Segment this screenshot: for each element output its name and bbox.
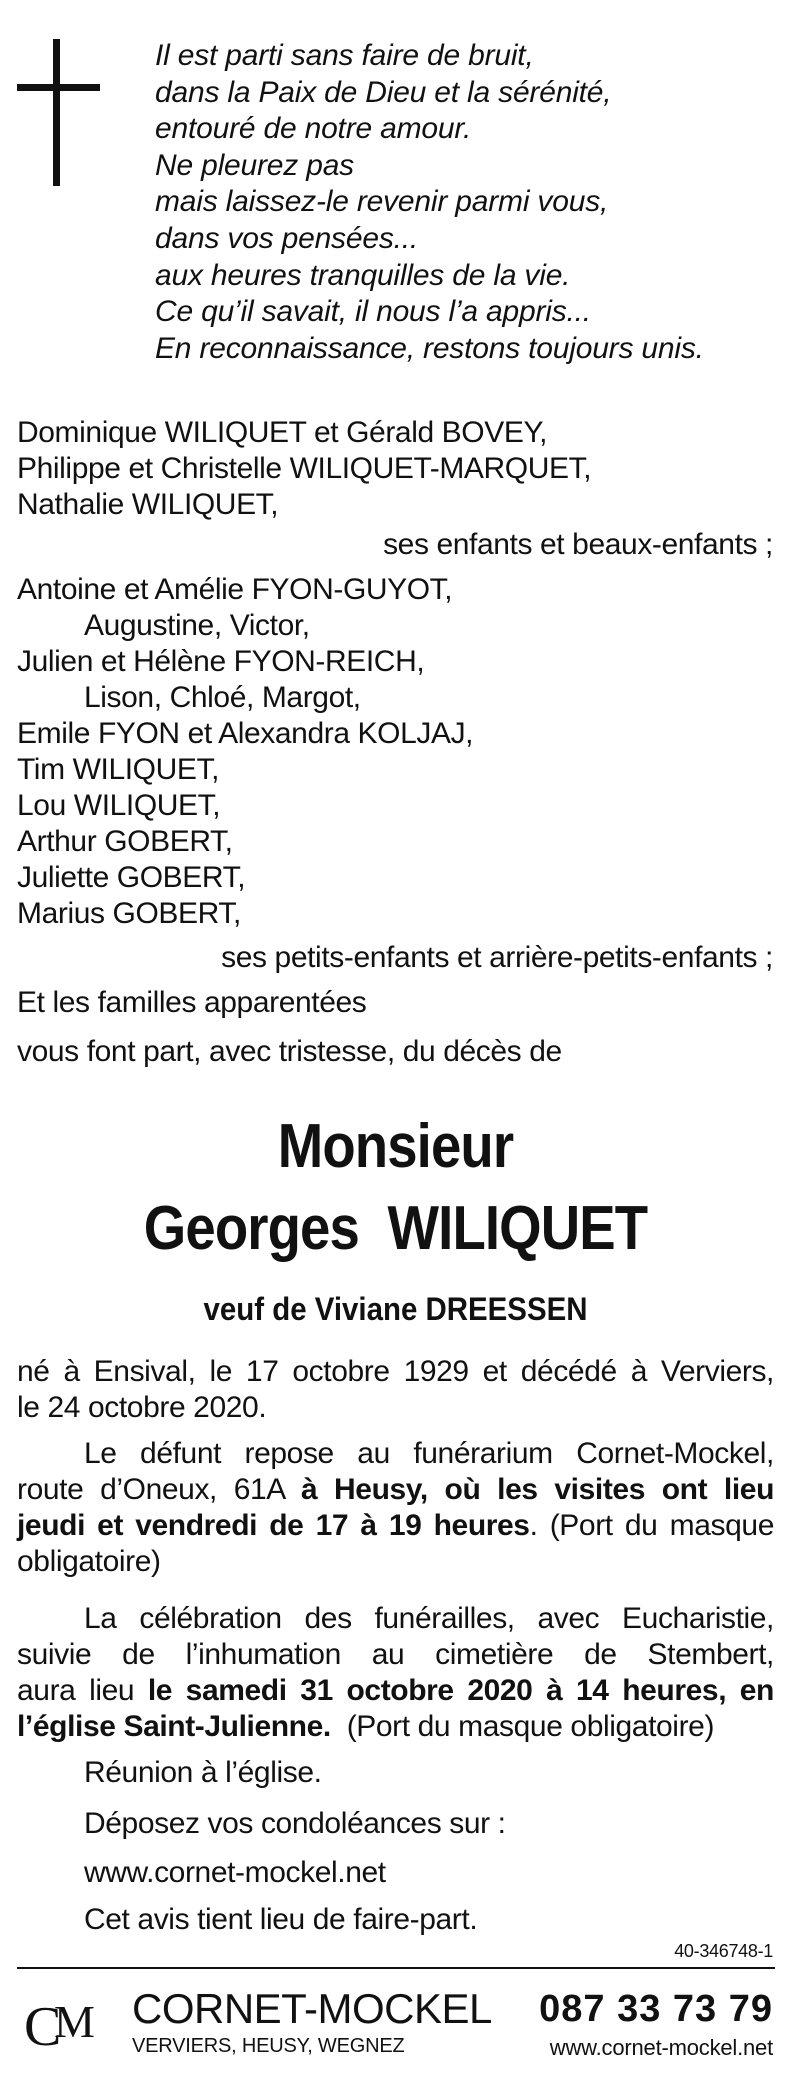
relation-children: ses enfants et beaux-enfants ;: [383, 528, 773, 561]
visit-place-text: à Heusy, où les visites ont lieu: [301, 1473, 774, 1506]
ceremony-line: [17, 1673, 774, 1709]
address-text: route d’Oneux, 61A: [17, 1473, 302, 1506]
poem-line: dans vos pensées...: [155, 221, 419, 255]
ceremony-date-text: le samedi 31 octobre 2020 à 14 heures, en: [147, 1674, 774, 1707]
family-member: Augustine, Victor,: [84, 609, 310, 642]
logo-letter-c: C: [24, 1996, 62, 2058]
funeral-home-line: obligatoire): [17, 1545, 161, 1578]
final-line: Déposez vos condoléances sur :: [84, 1807, 506, 1840]
poem-line: Ce qu’il savait, il nous l’a appris...: [155, 295, 591, 329]
poem-line: mais laissez-le revenir parmi vous,: [155, 185, 609, 219]
family-member: Arthur GOBERT,: [17, 825, 233, 858]
final-line: Réunion à l’église.: [84, 1756, 322, 1789]
poem: [155, 38, 785, 367]
church-name-text: l’église Saint-Julienne.: [17, 1710, 331, 1743]
family-member: Antoine et Amélie FYON-GUYOT,: [17, 573, 453, 606]
final-line: Cet avis tient lieu de faire-part.: [84, 1903, 478, 1936]
ceremony-line: [17, 1709, 774, 1745]
birth-death-line: né à Ensival, le 17 octobre 1929 et décédé à Verviers,: [17, 1355, 774, 1388]
family-member: Julien et Hélène FYON-REICH,: [17, 645, 425, 678]
funeral-home-line: [17, 1508, 774, 1544]
family-member: Juliette GOBERT,: [17, 861, 246, 894]
footer-divider: [17, 1967, 775, 1969]
phone-number: 087 33 73 79: [539, 1988, 773, 2030]
family-member: Dominique WILIQUET et Gérald BOVEY,: [17, 416, 548, 449]
visit-hours-text: jeudi et vendredi de 17 à 19 heures: [17, 1509, 530, 1542]
mask-note-text: (Port du masque obligatoire): [330, 1710, 715, 1743]
family-member: Lison, Chloé, Margot,: [84, 681, 361, 714]
cornet-mockel-logo-icon: [20, 1985, 120, 2060]
family-member: Emile FYON et Alexandra KOLJAJ,: [17, 717, 474, 750]
funeral-home-line: [17, 1472, 774, 1508]
brand-locations: VERVIERS, HEUSY, WEGNEZ: [132, 2035, 405, 2057]
reference-number: 40-346748-1: [674, 1941, 773, 1961]
ceremony-text: aura lieu: [17, 1674, 148, 1707]
birth-death-line: le 24 octobre 2020.: [17, 1391, 267, 1424]
family-member: Lou WILIQUET,: [17, 789, 221, 822]
brand-name: CORNET-MOCKEL: [132, 1985, 492, 2032]
deceased-title: Monsieur: [277, 1112, 514, 1181]
poem-line: Il est parti sans faire de bruit,: [155, 39, 534, 72]
poem-line: Ne pleurez pas: [155, 148, 354, 182]
family-member: Marius GOBERT,: [17, 897, 241, 930]
cross-horizontal-bar: [17, 84, 100, 91]
family-member: Philippe et Christelle WILIQUET-MARQUET,: [17, 452, 592, 485]
poem-line: En reconnaissance, restons toujours unis.: [155, 331, 704, 365]
closing-line: vous font part, avec tristesse, du décès de: [17, 1035, 562, 1068]
relation-grandchildren: ses petits-enfants et arrière-petits-enfants ;: [221, 941, 773, 974]
poem-line: aux heures tranquilles de la vie.: [155, 258, 571, 292]
footer-website: www.cornet-mockel.net: [549, 2035, 773, 2060]
family-member: Tim WILIQUET,: [17, 753, 220, 786]
deceased-widower: veuf de Viviane DREESSEN: [203, 1291, 588, 1327]
poem-line: entouré de notre amour.: [155, 112, 472, 146]
ceremony-line: La célébration des funérailles, avec Eucharistie,: [84, 1602, 774, 1635]
ceremony-line: suivie de l’inhumation au cimetière de Stembert,: [17, 1638, 774, 1671]
poem-line: dans la Paix de Dieu et la sérénité,: [155, 75, 612, 109]
family-member: Nathalie WILIQUET,: [17, 488, 279, 521]
logo-letter-m: M: [54, 1996, 95, 2047]
deceased-name: Georges WILIQUET: [143, 1194, 648, 1263]
funeral-home-line: Le défunt repose au funérarium Cornet-Mockel,: [84, 1437, 774, 1470]
closing-line: Et les familles apparentées: [17, 986, 367, 1019]
cross-vertical-bar: [53, 39, 60, 186]
website-line: www.cornet-mockel.net: [84, 1856, 386, 1889]
mask-note-text: . (Port du masque: [529, 1509, 774, 1542]
